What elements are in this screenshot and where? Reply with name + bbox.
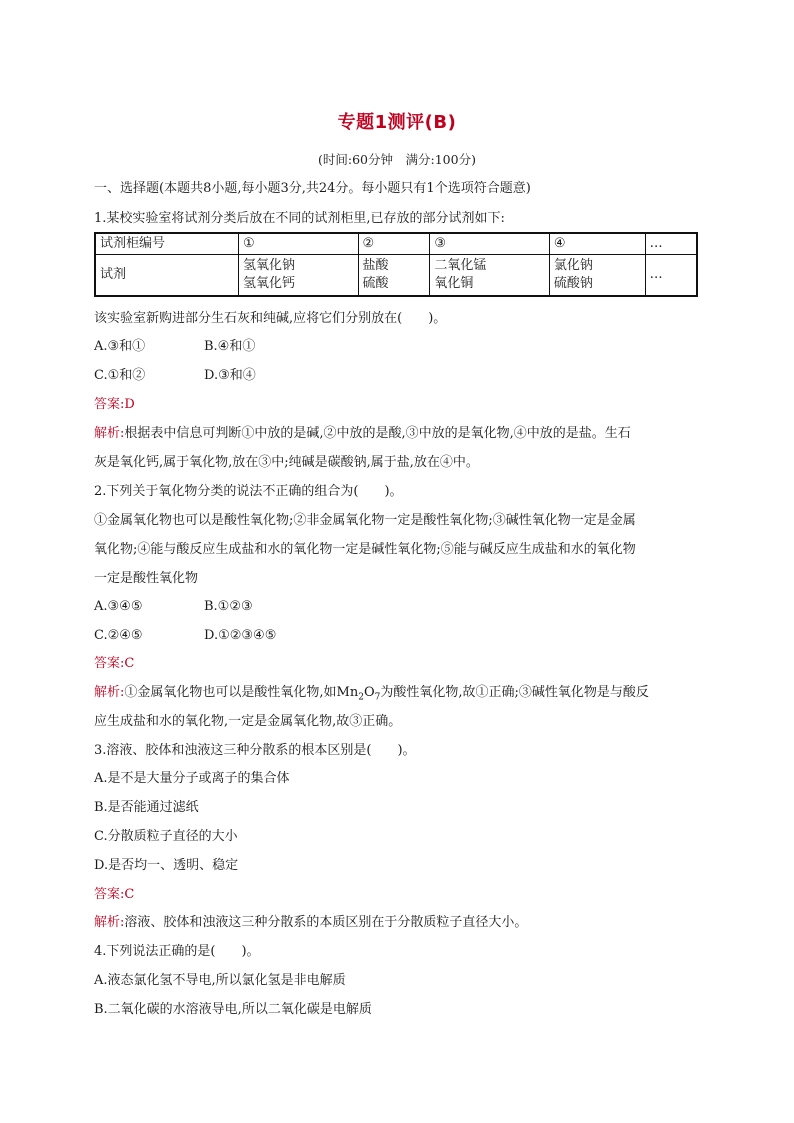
q1-answer (94, 396, 135, 414)
option-a: A.液态氯化氢不导电,所以氯化氢是非电解质 (94, 973, 346, 988)
table-row-label: 试剂 (95, 255, 238, 297)
answer-value: D (124, 397, 135, 412)
cell-line: 氧化铜 (434, 276, 474, 291)
answer-label: 答案: (94, 656, 125, 671)
cell-line: 盐酸 (362, 258, 389, 273)
q2-options-row1 (94, 598, 253, 616)
q1-analysis-line1 (94, 425, 631, 443)
q2-statement-line: 氧化物;④能与酸反应生成盐和水的氧化物一定是碱性氧化物;⑤能与碱反应生成盐和水的氧化物 (94, 542, 636, 557)
cell-line: 硫酸 (362, 276, 389, 291)
analysis-label: 解析: (94, 426, 125, 441)
q2-options-row2 (94, 627, 276, 645)
q1-stem: 1.某校实验室将试剂分类后放在不同的试剂柜里,已存放的部分试剂如下: (94, 211, 505, 226)
option-d: D.①②③④⑤ (204, 628, 277, 643)
analysis-text: ①金属氧化物也可以是酸性氧化物,如Mn (124, 685, 359, 700)
q3-stem: 3.溶液、胶体和浊液这三种分散系的根本区别是( )。 (94, 743, 416, 758)
q2-statement-line: 一定是酸性氧化物 (94, 571, 199, 586)
table-cell (549, 255, 645, 297)
table-cell (358, 255, 430, 297)
q1-analysis-line2: 灰是氧化钙,属于氧化物,放在③中;纯碱是碳酸钠,属于盐,放在④中。 (94, 455, 479, 470)
option-b: B.二氧化碳的水溶液导电,所以二氧化碳是电解质 (94, 1002, 372, 1017)
table-header-cell: ③ (430, 233, 550, 255)
option-a: A.③④⑤ (94, 599, 143, 614)
option-b: B.④和① (204, 339, 256, 354)
option-c: C.分散质粒子直径的大小 (94, 829, 238, 844)
table-header-cell: … (645, 233, 697, 255)
q1-options-row1 (94, 338, 255, 356)
table-header-cell: ④ (549, 233, 645, 255)
q1-question: 该实验室新购进部分生石灰和纯碱,应将它们分别放在( )。 (94, 311, 447, 326)
q2-analysis-line1 (94, 684, 649, 707)
option-c: C.①和② (94, 368, 146, 383)
option-d: D.是否均一、透明、稳定 (94, 858, 239, 873)
cell-line: 二氧化锰 (434, 258, 487, 273)
table-header-row (95, 233, 697, 255)
q2-analysis-line2: 应生成盐和水的氧化物,一定是金属氧化物,故③正确。 (94, 714, 402, 729)
table-header-cell: ① (238, 233, 358, 255)
analysis-text: 溶液、胶体和浊液这三种分散系的本质区别在于分散质粒子直径大小。 (124, 915, 528, 930)
table-header-cell: 试剂柜编号 (95, 233, 238, 255)
table-row (95, 255, 697, 297)
answer-label: 答案: (94, 887, 125, 902)
option-a: A.③和① (94, 339, 146, 354)
q2-answer (94, 655, 134, 673)
reagent-table (94, 232, 698, 297)
subscript: 2 (358, 692, 364, 703)
answer-value: C (124, 887, 135, 902)
cell-line: 氢氧化钠 (242, 258, 295, 273)
cell-line: 硫酸钠 (553, 276, 593, 291)
option-b: B.是否能通过滤纸 (94, 800, 199, 815)
q3-analysis (94, 914, 527, 932)
exam-info: (时间:60分钟 满分:100分) (318, 152, 476, 167)
option-a: A.是不是大量分子或离子的集合体 (94, 771, 290, 786)
section-heading: 一、选择题(本题共8小题,每小题3分,共24分。每小题只有1个选项符合题意) (94, 181, 531, 196)
q1-options-row2 (94, 367, 256, 385)
table-cell (238, 255, 358, 297)
analysis-text: O (363, 685, 375, 700)
q4-stem: 4.下列说法正确的是( )。 (94, 944, 260, 959)
table-cell (430, 255, 550, 297)
analysis-label: 解析: (94, 915, 125, 930)
q2-statement-line: ①金属氧化物也可以是酸性氧化物;②非金属氧化物一定是酸性氧化物;③碱性氧化物一定是金属 (94, 513, 636, 528)
option-d: D.③和④ (204, 368, 256, 383)
table-cell (645, 255, 697, 297)
analysis-text: 为酸性氧化物,故①正确;③碱性氧化物是与酸反 (380, 685, 649, 700)
analysis-label: 解析: (94, 685, 125, 700)
cell-line: 氢氧化钙 (242, 276, 295, 291)
cell-line: 氯化钠 (553, 258, 593, 273)
option-c: C.②④⑤ (94, 628, 143, 643)
table-header-cell: ② (358, 233, 430, 255)
analysis-text: 根据表中信息可判断①中放的是碱,②中放的是酸,③中放的是氧化物,④中放的是盐。生石 (124, 426, 631, 441)
answer-label: 答案: (94, 397, 125, 412)
subscript: 7 (374, 692, 381, 703)
q2-stem: 2.下列关于氧化物分类的说法不正确的组合为( )。 (94, 484, 403, 499)
answer-value: C (124, 656, 135, 671)
q3-answer (94, 886, 134, 904)
page-title: 专题1测评(B) (337, 112, 457, 133)
option-b: B.①②③ (204, 599, 253, 614)
cell-line: … (649, 267, 663, 282)
